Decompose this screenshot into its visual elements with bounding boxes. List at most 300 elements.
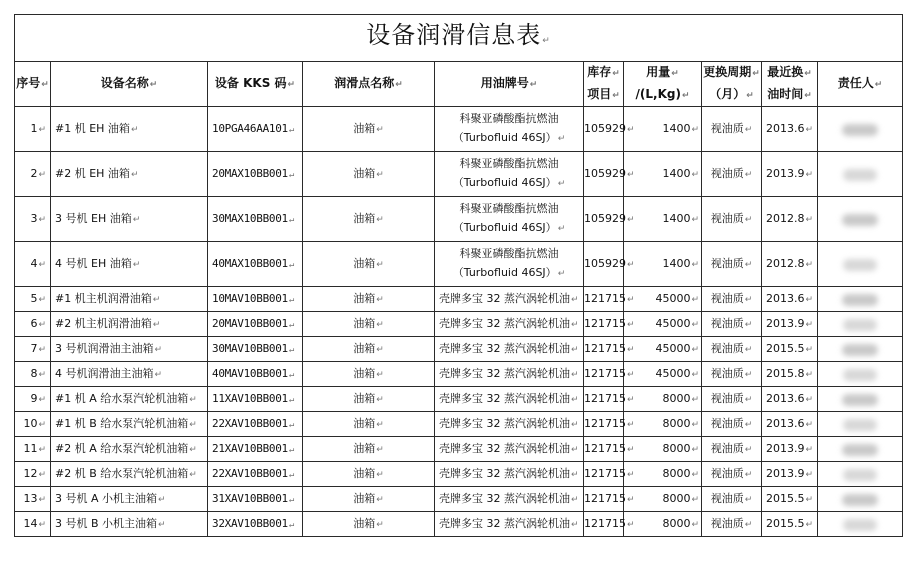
cell-idx (15, 412, 51, 437)
cell-stock-item (584, 152, 635, 197)
paragraph-mark-icon: ↵ (571, 419, 579, 430)
paragraph-mark-icon: ↵ (38, 444, 46, 455)
header-oil: 用油牌号↵ (435, 62, 584, 107)
cell-equipment-name (51, 412, 208, 437)
paragraph-mark-icon: ↵ (627, 124, 635, 135)
cell-recent-change (762, 337, 818, 362)
kks-code: 31XAV10BB001 (212, 491, 288, 505)
cell-stock-item (584, 437, 635, 462)
cell-amount (624, 242, 702, 287)
cell-amount (624, 312, 702, 337)
paragraph-mark-icon: ↵ (744, 469, 753, 480)
cell-idx (15, 387, 51, 412)
cell-owner (818, 197, 903, 242)
table-row (15, 487, 903, 512)
paragraph-mark-icon: ↵ (376, 259, 384, 270)
cell-oil-grade (435, 287, 584, 312)
amount-value: 8000 (662, 491, 691, 505)
equipment-name: 3 号机 EH 油箱 (55, 211, 132, 225)
amount-value: 45000 (655, 291, 691, 305)
cell-kks-code (208, 412, 303, 437)
paragraph-mark-icon: ↵ (557, 179, 566, 189)
paragraph-mark-icon: ↵ (376, 124, 384, 135)
paragraph-mark-icon: ↵ (376, 214, 384, 225)
cell-lube-point (303, 107, 435, 152)
row-index: 7 (30, 341, 38, 355)
paragraph-mark-icon: ↵ (130, 169, 139, 180)
redacted-name (842, 494, 878, 506)
recent-change-date: 2013.6 (766, 121, 805, 135)
paragraph-mark-icon: ↵ (152, 319, 161, 330)
equipment-name: #1 机 A 给水泵汽轮机油箱 (55, 391, 189, 405)
header-point: 润滑点名称↵ (303, 62, 435, 107)
paragraph-mark-icon: ↵ (805, 369, 814, 380)
paragraph-mark-icon: ↵ (38, 214, 46, 225)
paragraph-mark-icon: ↵ (571, 294, 579, 305)
change-period: 视油质 (710, 391, 744, 405)
paragraph-mark-icon: ↵ (691, 444, 699, 455)
cell-stock-item (584, 107, 635, 152)
amount-value: 45000 (655, 366, 691, 380)
cell-amount (624, 512, 702, 537)
cell-equipment-name (51, 287, 208, 312)
paragraph-mark-icon: ↵ (38, 124, 46, 135)
paragraph-mark-icon: ↵ (288, 294, 294, 305)
redacted-name (843, 169, 877, 181)
paragraph-mark-icon: ↵ (288, 259, 294, 270)
cell-equipment-name (51, 512, 208, 537)
cell-change-period (702, 462, 762, 487)
cell-owner (818, 437, 903, 462)
kks-code: 30MAV10BB001 (212, 341, 288, 355)
row-index: 14 (23, 516, 38, 530)
cell-stock-item (584, 197, 635, 242)
paragraph-mark-icon: ↵ (38, 419, 46, 430)
paragraph-mark-icon: ↵ (691, 469, 699, 480)
paragraph-mark-icon: ↵ (152, 294, 161, 305)
paragraph-mark-icon: ↵ (288, 124, 294, 135)
paragraph-mark-icon: ↵ (557, 224, 566, 234)
equipment-name: 3 号机润滑油主油箱 (55, 341, 154, 355)
recent-change-date: 2015.5 (766, 516, 805, 530)
paragraph-mark-icon: ↵ (691, 294, 699, 305)
cell-recent-change (762, 197, 818, 242)
paragraph-mark-icon: ↵ (744, 319, 753, 330)
cell-owner (818, 412, 903, 437)
stock-item: 121715 (584, 466, 626, 480)
cell-recent-change (762, 312, 818, 337)
paragraph-mark-icon: ↵ (691, 419, 699, 430)
cell-amount (624, 197, 702, 242)
paragraph-mark-icon: ↵ (571, 369, 579, 380)
cell-lube-point (303, 197, 435, 242)
paragraph-mark-icon: ↵ (805, 259, 814, 270)
stock-item: 121715 (584, 366, 626, 380)
recent-change-date: 2015.5 (766, 491, 805, 505)
header-amount: 用量↵ /(L,Kg)↵ (624, 62, 702, 107)
paragraph-mark-icon: ↵ (154, 369, 163, 380)
cell-oil-grade (435, 197, 584, 242)
oil-grade-subtext: （Turbofluid 46SJ） (452, 176, 557, 189)
paragraph-mark-icon: ↵ (376, 444, 384, 455)
paragraph-mark-icon: ↵ (38, 259, 46, 270)
amount-value: 8000 (662, 441, 691, 455)
cell-oil-grade (435, 312, 584, 337)
cell-change-period (702, 387, 762, 412)
lube-point: 油箱 (353, 341, 376, 355)
kks-code: 10MAV10BB001 (212, 291, 288, 305)
cell-amount (624, 107, 702, 152)
change-period: 视油质 (710, 121, 744, 135)
cell-idx (15, 242, 51, 287)
paragraph-mark-icon: ↵ (571, 494, 579, 505)
paragraph-mark-icon: ↵ (627, 394, 635, 405)
paragraph-mark-icon: ↵ (288, 169, 294, 180)
stock-item: 121715 (584, 316, 626, 330)
cell-oil-grade (435, 462, 584, 487)
paragraph-mark-icon: ↵ (744, 124, 753, 135)
paragraph-mark-icon: ↵ (376, 494, 384, 505)
paragraph-mark-icon: ↵ (288, 369, 294, 380)
cell-equipment-name (51, 387, 208, 412)
oil-grade-text: 科聚亚磷酸酯抗燃油 (459, 157, 559, 170)
redacted-name (842, 394, 878, 406)
cell-recent-change (762, 437, 818, 462)
stock-item: 121715 (584, 491, 626, 505)
amount-value: 1400 (662, 256, 691, 270)
paragraph-mark-icon: ↵ (805, 419, 814, 430)
paragraph-mark-icon: ↵ (189, 419, 197, 430)
cell-change-period (702, 512, 762, 537)
change-period: 视油质 (710, 291, 744, 305)
paragraph-mark-icon: ↵ (627, 444, 635, 455)
kks-code: 11XAV10BB001 (212, 391, 288, 405)
recent-change-date: 2013.9 (766, 466, 805, 480)
amount-value: 8000 (662, 391, 691, 405)
cell-stock-item (584, 487, 635, 512)
paragraph-mark-icon: ↵ (627, 519, 635, 530)
cell-oil-grade (435, 437, 584, 462)
cell-oil-grade (435, 242, 584, 287)
recent-change-date: 2013.6 (766, 416, 805, 430)
header-name: 设备名称↵ (51, 62, 208, 107)
oil-grade-line2 (435, 128, 583, 149)
row-index: 8 (30, 366, 38, 380)
equipment-name: #1 机 B 给水泵汽轮机油箱 (55, 416, 189, 430)
stock-item: 121715 (584, 291, 626, 305)
paragraph-mark-icon: ↵ (571, 469, 579, 480)
cell-oil-grade (435, 362, 584, 387)
cell-owner (818, 362, 903, 387)
row-index: 1 (30, 121, 38, 135)
amount-value: 1400 (662, 166, 691, 180)
cell-equipment-name (51, 462, 208, 487)
equipment-name: #1 机 EH 油箱 (55, 121, 130, 135)
cell-stock-item (584, 242, 635, 287)
paragraph-mark-icon: ↵ (557, 134, 566, 144)
paragraph-mark-icon: ↵ (691, 494, 699, 505)
cell-oil-grade (435, 487, 584, 512)
paragraph-mark-icon: ↵ (805, 519, 814, 530)
kks-code: 22XAV10BB001 (212, 466, 288, 480)
recent-change-date: 2013.6 (766, 291, 805, 305)
cell-equipment-name (51, 197, 208, 242)
cell-lube-point (303, 337, 435, 362)
lube-point: 油箱 (353, 491, 376, 505)
paragraph-mark-icon: ↵ (38, 169, 46, 180)
kks-code: 30MAX10BB001 (212, 211, 288, 225)
paragraph-mark-icon: ↵ (38, 369, 46, 380)
paragraph-mark-icon: ↵ (691, 214, 699, 225)
recent-change-date: 2013.9 (766, 166, 805, 180)
lube-point: 油箱 (353, 416, 376, 430)
paragraph-mark-icon: ↵ (288, 494, 294, 505)
change-period: 视油质 (710, 416, 744, 430)
paragraph-mark-icon: ↵ (744, 394, 753, 405)
redacted-name (843, 259, 877, 271)
cell-amount (624, 412, 702, 437)
paragraph-mark-icon: ↵ (376, 394, 384, 405)
stock-item: 121715 (584, 341, 626, 355)
paragraph-mark-icon: ↵ (130, 124, 139, 135)
cell-kks-code (208, 387, 303, 412)
oil-grade-text: 壳牌多宝 32 蒸汽涡轮机油 (439, 341, 570, 355)
paragraph-mark-icon: ↵ (805, 444, 814, 455)
cell-kks-code (208, 487, 303, 512)
row-index: 3 (30, 211, 38, 225)
cell-lube-point (303, 487, 435, 512)
redacted-name (843, 369, 877, 381)
paragraph-mark-icon: ↵ (376, 169, 384, 180)
table-row (15, 242, 903, 287)
cell-amount (624, 462, 702, 487)
kks-code: 32XAV10BB001 (212, 516, 288, 530)
kks-code: 20MAV10BB001 (212, 316, 288, 330)
amount-value: 8000 (662, 416, 691, 430)
cell-equipment-name (51, 107, 208, 152)
recent-change-date: 2012.8 (766, 211, 805, 225)
paragraph-mark-icon: ↵ (627, 319, 635, 330)
lube-point: 油箱 (353, 316, 376, 330)
cell-amount (624, 362, 702, 387)
row-index: 13 (23, 491, 38, 505)
cell-idx (15, 312, 51, 337)
paragraph-mark-icon: ↵ (288, 214, 294, 225)
redacted-name (842, 444, 878, 456)
cell-oil-grade (435, 337, 584, 362)
table-row (15, 437, 903, 462)
redacted-name (842, 214, 878, 226)
cell-kks-code (208, 312, 303, 337)
redacted-name (843, 469, 877, 481)
paragraph-mark-icon: ↵ (744, 494, 753, 505)
paragraph-mark-icon: ↵ (627, 259, 635, 270)
paragraph-mark-icon: ↵ (691, 124, 699, 135)
paragraph-mark-icon: ↵ (288, 469, 294, 480)
cell-lube-point (303, 287, 435, 312)
table-row (15, 152, 903, 197)
cell-lube-point (303, 362, 435, 387)
row-index: 6 (30, 316, 38, 330)
cell-owner (818, 242, 903, 287)
row-index: 11 (23, 441, 38, 455)
paragraph-mark-icon: ↵ (288, 344, 294, 355)
equipment-name: 3 号机 A 小机主油箱 (55, 491, 158, 505)
header-period: 更换周期↵ （月）↵ (702, 62, 762, 107)
change-period: 视油质 (710, 256, 744, 270)
cell-oil-grade (435, 107, 584, 152)
oil-grade-text: 壳牌多宝 32 蒸汽涡轮机油 (439, 316, 570, 330)
paragraph-mark-icon: ↵ (189, 444, 197, 455)
paragraph-mark-icon: ↵ (132, 259, 141, 270)
row-index: 9 (30, 391, 38, 405)
cell-idx (15, 337, 51, 362)
cell-oil-grade (435, 512, 584, 537)
cell-owner (818, 287, 903, 312)
kks-code: 22XAV10BB001 (212, 416, 288, 430)
lube-point: 油箱 (353, 256, 376, 270)
cell-oil-grade (435, 412, 584, 437)
change-period: 视油质 (710, 341, 744, 355)
paragraph-mark-icon: ↵ (691, 519, 699, 530)
cell-kks-code (208, 197, 303, 242)
cell-recent-change (762, 242, 818, 287)
paragraph-mark-icon: ↵ (805, 294, 814, 305)
paragraph-mark-icon: ↵ (627, 369, 635, 380)
cell-change-period (702, 487, 762, 512)
oil-grade-text: 科聚亚磷酸酯抗燃油 (459, 247, 559, 260)
equipment-name: 3 号机 B 小机主油箱 (55, 516, 158, 530)
table-row (15, 462, 903, 487)
table-row (15, 512, 903, 537)
paragraph-mark-icon: ↵ (691, 169, 699, 180)
paragraph-mark-icon: ↵ (744, 344, 753, 355)
cell-equipment-name (51, 242, 208, 287)
kks-code: 20MAX10BB001 (212, 166, 288, 180)
cell-kks-code (208, 362, 303, 387)
lube-point: 油箱 (353, 441, 376, 455)
row-index: 5 (30, 291, 38, 305)
paragraph-mark-icon: ↵ (571, 344, 579, 355)
amount-value: 8000 (662, 466, 691, 480)
cell-stock-item (584, 287, 635, 312)
redacted-name (843, 519, 877, 531)
paragraph-mark-icon: ↵ (38, 319, 46, 330)
paragraph-mark-icon: ↵ (744, 444, 753, 455)
table-row (15, 312, 903, 337)
oil-grade-text: 壳牌多宝 32 蒸汽涡轮机油 (439, 391, 570, 405)
paragraph-mark-icon: ↵ (744, 294, 753, 305)
cell-recent-change (762, 412, 818, 437)
table-row (15, 387, 903, 412)
cell-kks-code (208, 337, 303, 362)
equipment-name: #1 机主机润滑油箱 (55, 291, 152, 305)
cell-idx (15, 287, 51, 312)
row-index: 2 (30, 166, 38, 180)
cell-change-period (702, 107, 762, 152)
paragraph-mark-icon: ↵ (691, 394, 699, 405)
cell-kks-code (208, 287, 303, 312)
cell-change-period (702, 312, 762, 337)
cell-owner (818, 387, 903, 412)
cell-owner (818, 312, 903, 337)
cell-kks-code (208, 107, 303, 152)
oil-grade-line2 (435, 263, 583, 284)
paragraph-mark-icon: ↵ (744, 259, 753, 270)
header-kks: 设备 KKS 码↵ (208, 62, 303, 107)
paragraph-mark-icon: ↵ (805, 214, 814, 225)
recent-change-date: 2015.5 (766, 341, 805, 355)
cell-kks-code (208, 462, 303, 487)
paragraph-mark-icon: ↵ (376, 469, 384, 480)
redacted-name (842, 294, 878, 306)
change-period: 视油质 (710, 491, 744, 505)
cell-change-period (702, 197, 762, 242)
lube-point: 油箱 (353, 466, 376, 480)
cell-oil-grade (435, 387, 584, 412)
cell-idx (15, 512, 51, 537)
change-period: 视油质 (710, 466, 744, 480)
recent-change-date: 2013.6 (766, 391, 805, 405)
change-period: 视油质 (710, 166, 744, 180)
cell-lube-point (303, 242, 435, 287)
table-row (15, 412, 903, 437)
cell-change-period (702, 242, 762, 287)
cell-equipment-name (51, 487, 208, 512)
cell-stock-item (584, 512, 635, 537)
row-index: 4 (30, 256, 38, 270)
cell-idx (15, 462, 51, 487)
oil-grade-text: 科聚亚磷酸酯抗燃油 (459, 202, 559, 215)
cell-idx (15, 152, 51, 197)
paragraph-mark-icon: ↵ (691, 344, 699, 355)
oil-grade-line2 (435, 218, 583, 239)
cell-amount (624, 287, 702, 312)
table-row (15, 107, 903, 152)
oil-grade-text: 壳牌多宝 32 蒸汽涡轮机油 (439, 516, 570, 530)
paragraph-mark-icon: ↵ (376, 344, 384, 355)
paragraph-mark-icon: ↵ (744, 419, 753, 430)
cell-stock-item (584, 387, 635, 412)
paragraph-mark-icon: ↵ (154, 344, 163, 355)
paragraph-mark-icon: ↵ (805, 469, 814, 480)
cell-lube-point (303, 462, 435, 487)
oil-grade-line1 (435, 244, 583, 263)
oil-grade-text: 壳牌多宝 32 蒸汽涡轮机油 (439, 441, 570, 455)
oil-grade-subtext: （Turbofluid 46SJ） (452, 221, 557, 234)
stock-item: 121715 (584, 416, 626, 430)
lube-point: 油箱 (353, 366, 376, 380)
cell-equipment-name (51, 337, 208, 362)
cell-kks-code (208, 512, 303, 537)
paragraph-mark-icon: ↵ (38, 469, 46, 480)
redacted-name (842, 124, 878, 136)
oil-grade-text: 壳牌多宝 32 蒸汽涡轮机油 (439, 466, 570, 480)
paragraph-mark-icon: ↵ (376, 419, 384, 430)
cell-lube-point (303, 437, 435, 462)
cell-equipment-name (51, 312, 208, 337)
paragraph-mark-icon: ↵ (744, 169, 753, 180)
paragraph-mark-icon: ↵ (288, 519, 294, 530)
paragraph-mark-icon: ↵ (805, 344, 814, 355)
cell-equipment-name (51, 437, 208, 462)
stock-item: 121715 (584, 441, 626, 455)
cell-owner (818, 462, 903, 487)
table-row (15, 337, 903, 362)
oil-grade-line1 (435, 199, 583, 218)
oil-grade-line1 (435, 154, 583, 173)
cell-recent-change (762, 362, 818, 387)
